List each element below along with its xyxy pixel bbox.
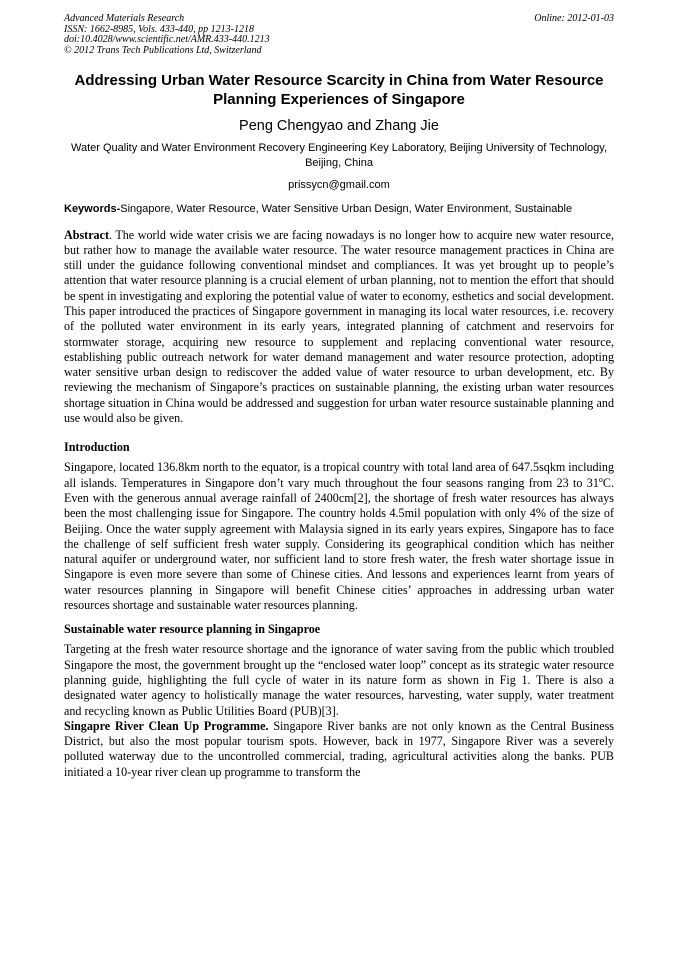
affiliation: Water Quality and Water Environment Recovery Engineering Key Laboratory, Beijing University of Technology, Beijing, China bbox=[71, 142, 607, 169]
introduction-text-b: C. Even with the generous annual average rainfall of 2400cm[2], the shortage of fresh water resources has always been the most challenging issue for Singapore. The country holds 4.5mil population with only 4% of the size of Beijing. Once the water supply agreement with Malaysia signed in its early years expires, Singapore has to face the challenge of self sufficient fresh water supply. Considering its geographical condition which has neither natural aquifer or underground water, nor sufficient land to store fresh water, the fresh water shortage issue in Singapore is even more severe than some of Chinese cities. And lessons and experiences learnt from years of water resources planning in Singapore will benefit Chinese cities’ approaches in addressing urban water resources shortage and sustainable water resources planning. bbox=[64, 475, 614, 613]
abstract-label: Abstract bbox=[64, 227, 110, 242]
paper-page bbox=[64, 14, 614, 780]
journal-header bbox=[64, 14, 614, 56]
keywords-label: Keywords- bbox=[64, 203, 121, 215]
section-heading: Sustainable water resource planning in Singaproe bbox=[64, 622, 321, 637]
doi-line: doi:10.4028/www.scientific.net/AMR.433-440.1213 bbox=[64, 34, 270, 45]
copyright-line: © 2012 Trans Tech Publications Ltd, Switzerland bbox=[64, 44, 262, 56]
journal-name: Advanced Materials Research bbox=[64, 13, 185, 24]
issn-line: ISSN: 1662-8985, Vols. 433-440, pp 1213-1218 bbox=[64, 23, 254, 35]
subsection-label: Singapre River Clean Up Programme. bbox=[64, 718, 269, 733]
author-email: prissycn@gmail.com bbox=[288, 179, 390, 191]
online-date: Online: 2012-01-03 bbox=[534, 13, 614, 24]
introduction-heading: Introduction bbox=[64, 440, 130, 455]
abstract-text: . The world wide water crisis we are facing nowadays is no longer how to acquire new water resource, but rather how to manage the available water resource. The water resource management practices in China are still under the guidance following conventional mindset and compliances. It was yet brought up to people’s attention that water resource planning is a crucial element of urban planning, not to mention the effort that should be spent in investigating and exploring the potential value of water to economy, esthetics and social development. This paper introduced the practices of Singapore government in managing its local water resources, i.e. recovery of the polluted water environment in its early years, integrated planning of catchment and reservoirs for stormwater storage, acquiring new resource to supplement and replacing conventional water resource, establishing public outreach network for water demand management and water resource protection, adopting water sensitive urban design to rediscover the added value of water resource to urban development, etc. By reviewing the mechanism of Singapore’s practices on sustainable planning, the existing urban water resources shortage situation in China would be addressed and suggestion for urban water resource sustainable planning and use would also be given. bbox=[64, 227, 614, 426]
subsection-text: Singapore River banks are not only known as the Central Business District, but also the most popular tourism spots. However, back in 1977, Singapore River was a severely polluted waterway due to the uncontrolled commercial, trading, agricultural activities along the banks. PUB initiated a 10-year river clean up programme to transform the bbox=[64, 718, 615, 779]
abstract bbox=[64, 228, 614, 427]
degree-superscript: o bbox=[598, 474, 603, 484]
paper-title: Addressing Urban Water Resource Scarcity in China from Water Resource Planning Experiences of Singapore bbox=[74, 72, 604, 108]
keywords-text: Singapore, Water Resource, Water Sensitive Urban Design, Water Environment, Sustainable bbox=[120, 203, 573, 215]
introduction-text-a: Singapore, located 136.8km north to the equator, is a tropical country with total land area of 647.5sqkm including all islands. Temperatures in Singapore don’t vary much throughout the four seasons ranging from 23 to 31 bbox=[64, 460, 614, 490]
keywords bbox=[64, 202, 614, 217]
introduction-paragraph bbox=[64, 460, 614, 613]
section-paragraph: Targeting at the fresh water resource shortage and the ignorance of water saving from the public which troubled Singapore the most, the government brought up the “enclosed water loop” concept as its strategic water resource planning guide, highlighting the full cycle of water in its nature form as shown in Fig 1. There is also a designated water agency to holistically manage the water resources, harvesting, water supply, water treatment and recycling known as Public Utilities Board (PUB)[3]. bbox=[64, 642, 614, 718]
subsection-paragraph bbox=[64, 719, 614, 780]
paper-authors: Peng Chengyao and Zhang Jie bbox=[239, 118, 439, 134]
